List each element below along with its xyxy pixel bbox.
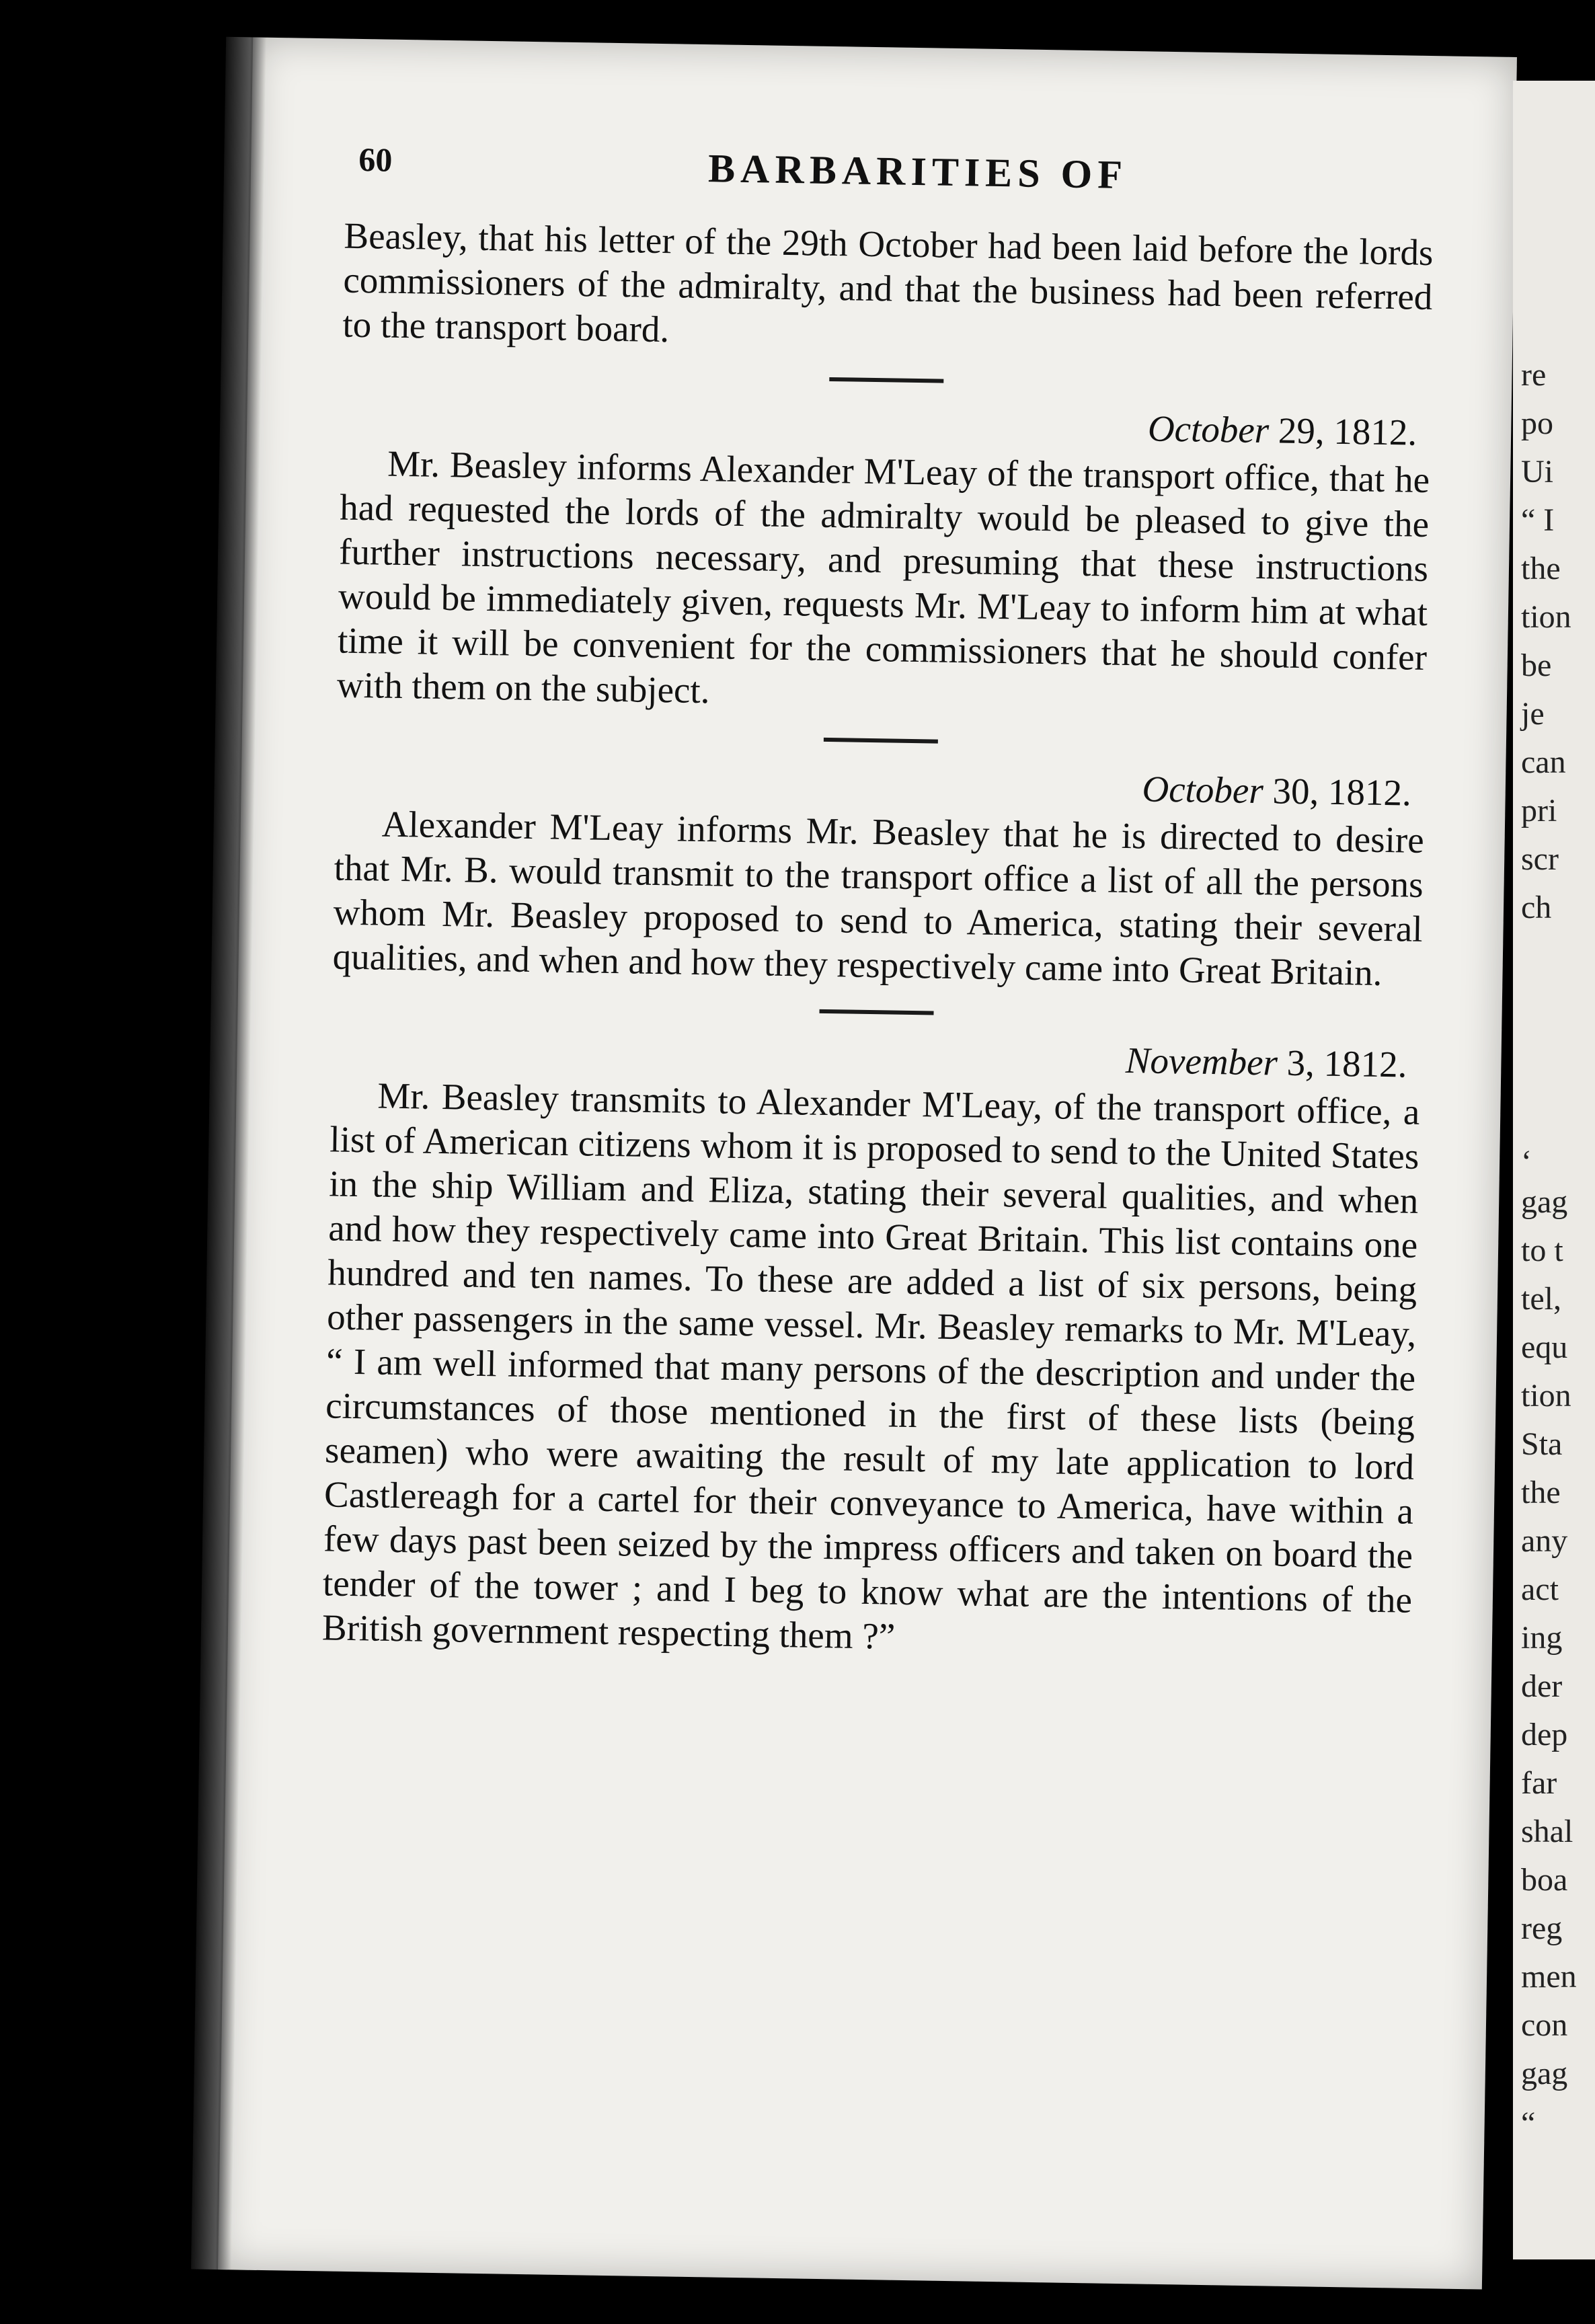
adjacent-page-fragment: con bbox=[1521, 2007, 1568, 2043]
adjacent-page-fragment: “ I bbox=[1521, 502, 1555, 538]
page-number: 60 bbox=[358, 140, 393, 179]
adjacent-page-fragment: reg bbox=[1521, 1910, 1563, 1946]
dateline-day-year: 3, 1812. bbox=[1277, 1042, 1407, 1085]
adjacent-page-fragment: equ bbox=[1521, 1329, 1568, 1365]
adjacent-page-fragment: the bbox=[1521, 551, 1561, 586]
book-page bbox=[218, 37, 1517, 2289]
adjacent-page-fragment: pri bbox=[1521, 793, 1557, 828]
adjacent-page-fragment: men bbox=[1521, 1959, 1577, 1994]
dateline-day-year: 29, 1812. bbox=[1268, 410, 1417, 453]
adjacent-page-fragment: any bbox=[1521, 1523, 1568, 1559]
adjacent-page-edge bbox=[1513, 81, 1595, 2259]
section-divider bbox=[819, 1009, 933, 1015]
adjacent-page-fragment: dep bbox=[1521, 1717, 1568, 1752]
adjacent-page-fragment: act bbox=[1521, 1572, 1559, 1607]
section-divider bbox=[824, 738, 938, 744]
adjacent-page-fragment: boa bbox=[1521, 1862, 1568, 1898]
adjacent-page-fragment: to t bbox=[1521, 1233, 1563, 1268]
adjacent-page-fragment: gag bbox=[1521, 2056, 1568, 2091]
section-divider bbox=[829, 377, 943, 383]
adjacent-page-fragment: der bbox=[1521, 1668, 1563, 1704]
adjacent-page-fragment: re bbox=[1521, 357, 1547, 393]
adjacent-page-fragment: gag bbox=[1521, 1184, 1568, 1220]
adjacent-page-fragment: shal bbox=[1521, 1814, 1573, 1849]
page-header bbox=[358, 140, 1434, 217]
dateline-month: November bbox=[1125, 1040, 1278, 1083]
adjacent-page-fragment: tel, bbox=[1521, 1281, 1561, 1317]
continued-paragraph: Beasley, that his letter of the 29th October had been laid before the lords commissioners of the admiralty, and that the business had been referred to the transport board. bbox=[342, 215, 1434, 350]
dateline-month: October bbox=[1142, 768, 1264, 812]
page-body bbox=[322, 214, 1434, 1667]
adjacent-page-fragment: tion bbox=[1521, 599, 1571, 635]
adjacent-page-fragment: Sta bbox=[1521, 1426, 1563, 1462]
adjacent-page-fragment: ing bbox=[1521, 1620, 1563, 1656]
dateline-day-year: 30, 1812. bbox=[1263, 770, 1412, 814]
adjacent-page-fragment: “ bbox=[1521, 2105, 1536, 2141]
adjacent-page-fragment: tion bbox=[1521, 1378, 1571, 1413]
adjacent-page-fragment: je bbox=[1521, 696, 1545, 732]
entry-paragraph: Alexander M'Leay informs Mr. Beasley that he is directed to desire that Mr. B. would transmit to the transport office a list of all the persons whom Mr. Beasley proposed to send to America, stating their several qualities, and when and how they respectively came into Great Britain. bbox=[332, 803, 1425, 993]
adjacent-page-fragment: scr bbox=[1521, 841, 1559, 877]
adjacent-page-fragment: ch bbox=[1521, 890, 1552, 925]
entry-paragraph: Mr. Beasley transmits to Alexander M'Leay, of the transport office, a list of American citizens whom it is proposed to send to the United States in the ship William and Eliza, stating their several qualities, and when and how they respectively came into Great Britain. This list contains one hundred and ten names. To these are added a list of six persons, being other passengers in the same vessel. Mr. Beasley remarks to Mr. M'Leay, “ I am well informed that many persons of the description and under the circumstances of those mentioned in the first of these lists (being seamen) who were awaiting the result of my late application to lord Castlereagh for a cartel for their conveyance to America, have within a few days past been seized by the impress officers and taken on board the tender of the tower ; and I beg to know what are the intentions of the British government respecting them ?” bbox=[321, 1075, 1420, 1657]
dateline-month: October bbox=[1147, 408, 1270, 451]
running-head: BARBARITIES OF bbox=[707, 146, 1128, 197]
adjacent-page-fragment: ‘ bbox=[1521, 1144, 1532, 1179]
adjacent-page-fragment: be bbox=[1521, 648, 1552, 683]
adjacent-page-fragment: Ui bbox=[1521, 454, 1553, 490]
adjacent-page-fragment: the bbox=[1521, 1475, 1561, 1510]
adjacent-page-fragment: can bbox=[1521, 744, 1566, 780]
adjacent-page-fragment: po bbox=[1521, 405, 1553, 441]
adjacent-page-fragment: far bbox=[1521, 1765, 1557, 1801]
entry-paragraph: Mr. Beasley informs Alexander M'Leay of the transport office, that he had requested the lords of the admiralty would be pleased to give the further instructions necessary, and presuming that these instructions would be immediately given, requests Mr. M'Leay to inform him at what time it will be convenient for the commissioners that he should confer with them on the subject. bbox=[336, 442, 1430, 711]
